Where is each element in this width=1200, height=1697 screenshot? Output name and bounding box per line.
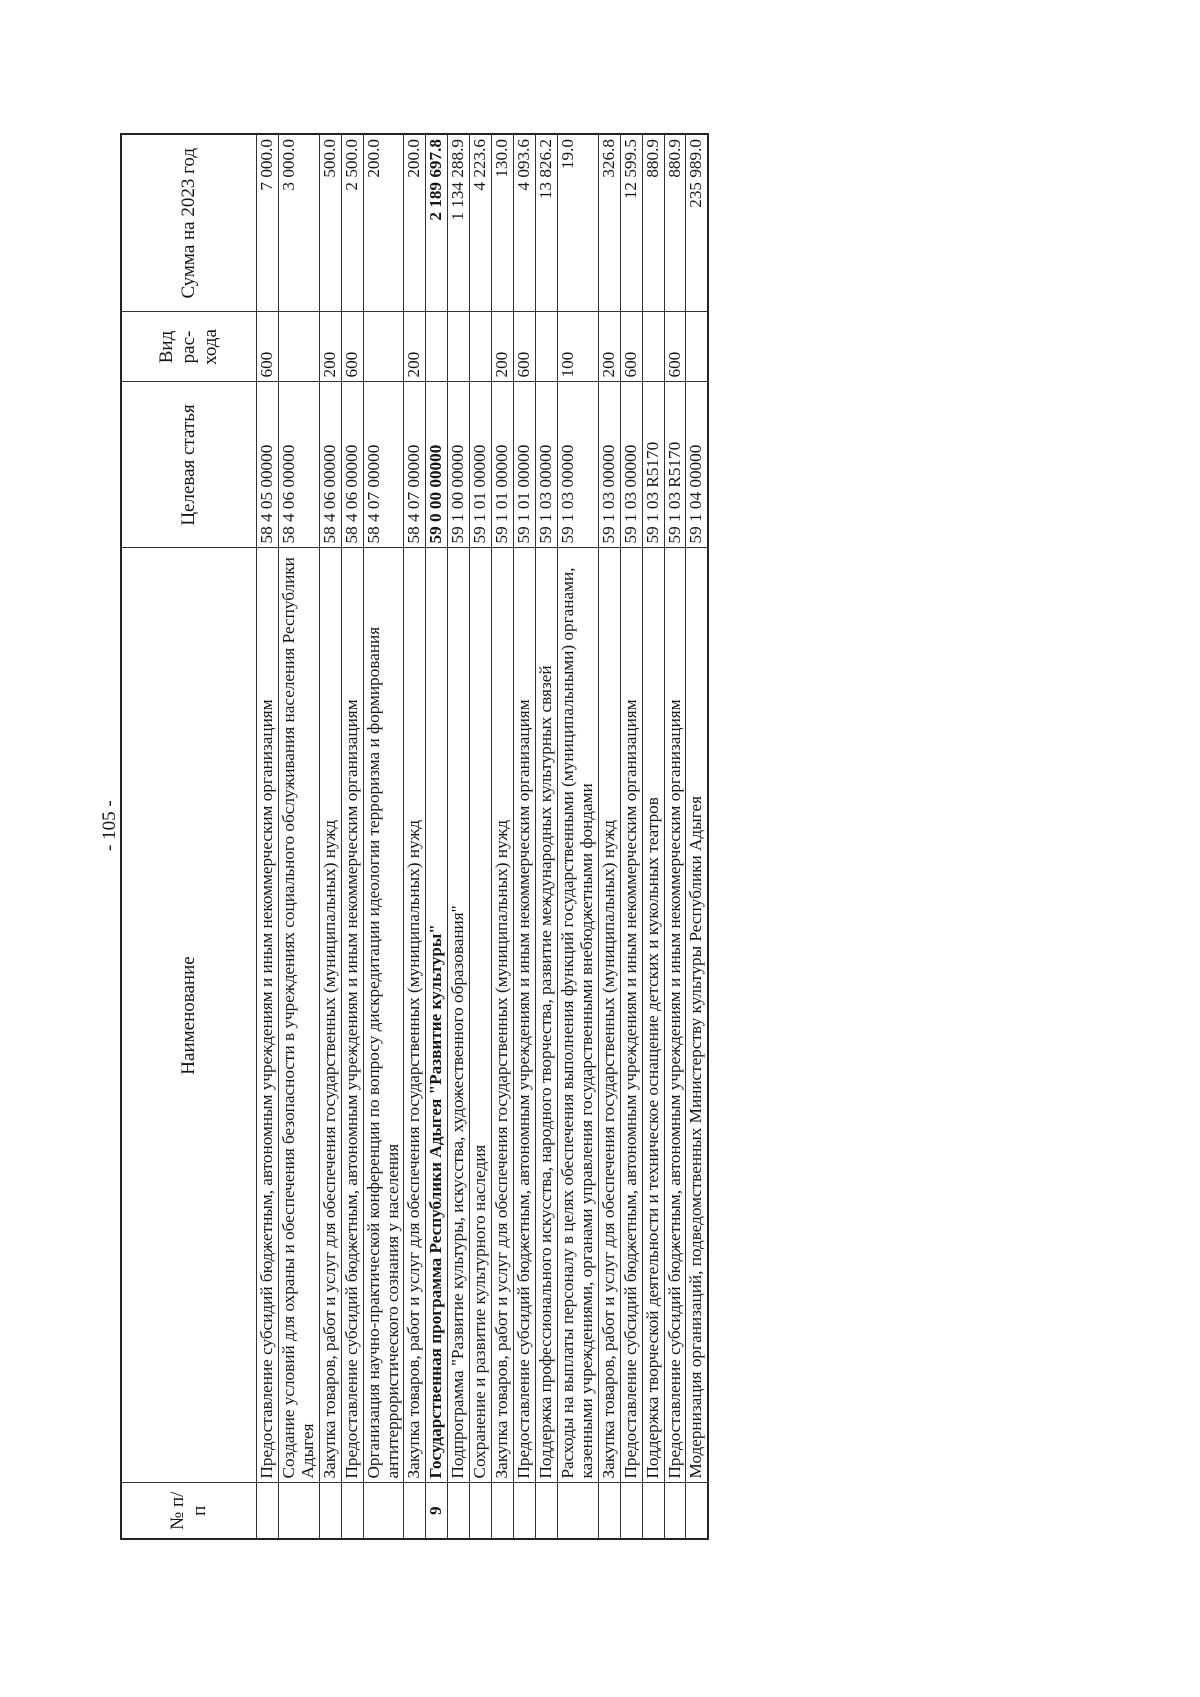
- table-row: [341, 134, 363, 1539]
- cell-sum: 19.0: [557, 134, 598, 312]
- cell-code: 59 1 03 R5170: [642, 382, 664, 548]
- table-row: [642, 134, 664, 1539]
- cell-sum: 2 189 697.8: [426, 134, 448, 312]
- cell-num: [470, 1483, 492, 1539]
- cell-name: Предоставление субсидий бюджетным, автономным учреждениям и иным некоммерческим организациям: [257, 548, 279, 1483]
- cell-num: [492, 1483, 514, 1539]
- table-row: [664, 134, 686, 1539]
- cell-type: 600: [514, 312, 536, 382]
- cell-num: [341, 1483, 363, 1539]
- cell-code: 59 1 01 00000: [514, 382, 536, 548]
- table-body: [257, 134, 709, 1539]
- cell-name: Подпрограмма "Развитие культуры, искусства, художественного образования": [448, 548, 470, 1483]
- cell-type: [278, 312, 319, 382]
- cell-type: 600: [257, 312, 279, 382]
- table-row: [404, 134, 426, 1539]
- cell-name: Предоставление субсидий бюджетным, автономным учреждениям и иным некоммерческим организациям: [514, 548, 536, 1483]
- cell-type: 200: [319, 312, 341, 382]
- cell-name: Поддержка профессионального искусства, народного творчества, развитие международных культурных связей: [535, 548, 557, 1483]
- cell-code: 59 0 00 00000: [426, 382, 448, 548]
- cell-code: 59 1 00 00000: [448, 382, 470, 548]
- cell-code: 58 4 07 00000: [404, 382, 426, 548]
- cell-code: 58 4 06 00000: [319, 382, 341, 548]
- budget-table: [120, 133, 709, 1540]
- cell-code: 59 1 03 00000: [535, 382, 557, 548]
- table-row: [278, 134, 319, 1539]
- cell-num: [448, 1483, 470, 1539]
- cell-name: Закупка товаров, работ и услуг для обеспечения государственных (муниципальных) нужд: [598, 548, 620, 1483]
- cell-sum: 130.0: [492, 134, 514, 312]
- cell-code: 59 1 03 00000: [598, 382, 620, 548]
- cell-code: 58 4 07 00000: [363, 382, 404, 548]
- cell-num: [404, 1483, 426, 1539]
- cell-name: Сохранение и развитие культурного наследия: [470, 548, 492, 1483]
- table-row: [426, 134, 448, 1539]
- cell-num: [620, 1483, 642, 1539]
- cell-type: 600: [664, 312, 686, 382]
- cell-type: [470, 312, 492, 382]
- cell-name: Модернизация организаций, подведомственных Министерству культуры Республики Адыгея: [686, 548, 708, 1483]
- cell-name: Государственная программа Республики Адыгея "Развитие культуры": [426, 548, 448, 1483]
- cell-code: 59 1 04 00000: [686, 382, 708, 548]
- cell-type: [363, 312, 404, 382]
- cell-num: [319, 1483, 341, 1539]
- cell-num: [664, 1483, 686, 1539]
- table-row: [535, 134, 557, 1539]
- cell-sum: 12 599.5: [620, 134, 642, 312]
- cell-num: [598, 1483, 620, 1539]
- cell-name: Расходы на выплаты персоналу в целях обеспечения выполнения функций государственными (муниципальными) органами, казенными учреждениями, органами управления государственными внебюджетными фондами: [557, 548, 598, 1483]
- cell-sum: 200.0: [404, 134, 426, 312]
- header-sum: Сумма на 2023 год: [121, 134, 257, 312]
- cell-sum: 2 500.0: [341, 134, 363, 312]
- rotated-table-container: [120, 135, 1020, 1540]
- header-code: Целевая статья: [121, 382, 257, 548]
- table-row: [257, 134, 279, 1539]
- table-row: [514, 134, 536, 1539]
- cell-type: 600: [341, 312, 363, 382]
- cell-num: [363, 1483, 404, 1539]
- cell-type: 100: [557, 312, 598, 382]
- cell-sum: 4 093.6: [514, 134, 536, 312]
- cell-code: 59 1 03 00000: [620, 382, 642, 548]
- cell-name: Поддержка творческой деятельности и техническое оснащение детских и кукольных театров: [642, 548, 664, 1483]
- cell-name: Создание условий для охраны и обеспечения безопасности в учреждениях социального обслуживания населения Республики Адыгея: [278, 548, 319, 1483]
- cell-type: 600: [620, 312, 642, 382]
- cell-type: 200: [492, 312, 514, 382]
- table-row: [620, 134, 642, 1539]
- cell-num: [557, 1483, 598, 1539]
- table-row: [319, 134, 341, 1539]
- cell-type: 200: [598, 312, 620, 382]
- cell-num: [535, 1483, 557, 1539]
- cell-sum: 1 134 288.9: [448, 134, 470, 312]
- table-row: [470, 134, 492, 1539]
- cell-name: Предоставление субсидий бюджетным, автономным учреждениям и иным некоммерческим организациям: [664, 548, 686, 1483]
- cell-sum: 4 223.6: [470, 134, 492, 312]
- header-name: Наименование: [121, 548, 257, 1483]
- cell-num: [278, 1483, 319, 1539]
- cell-sum: 235 989.0: [686, 134, 708, 312]
- cell-name: Предоставление субсидий бюджетным, автономным учреждениям и иным некоммерческим организациям: [341, 548, 363, 1483]
- cell-name: Закупка товаров, работ и услуг для обеспечения государственных (муниципальных) нужд: [492, 548, 514, 1483]
- cell-type: [535, 312, 557, 382]
- cell-code: 58 4 06 00000: [341, 382, 363, 548]
- cell-type: [686, 312, 708, 382]
- page-number: - 105 -: [99, 800, 120, 851]
- cell-code: 59 1 03 R5170: [664, 382, 686, 548]
- cell-num: 9: [426, 1483, 448, 1539]
- table-row: [448, 134, 470, 1539]
- header-row: [121, 134, 257, 1539]
- cell-code: 58 4 06 00000: [278, 382, 319, 548]
- cell-num: [642, 1483, 664, 1539]
- cell-num: [257, 1483, 279, 1539]
- cell-sum: 880.9: [642, 134, 664, 312]
- cell-name: Закупка товаров, работ и услуг для обеспечения государственных (муниципальных) нужд: [404, 548, 426, 1483]
- cell-code: 58 4 05 00000: [257, 382, 279, 548]
- cell-code: 59 1 01 00000: [492, 382, 514, 548]
- cell-sum: 13 826.2: [535, 134, 557, 312]
- cell-num: [686, 1483, 708, 1539]
- table-row: [598, 134, 620, 1539]
- cell-name: Закупка товаров, работ и услуг для обеспечения государственных (муниципальных) нужд: [319, 548, 341, 1483]
- cell-type: [642, 312, 664, 382]
- cell-sum: 7 000.0: [257, 134, 279, 312]
- cell-name: Предоставление субсидий бюджетным, автономным учреждениям и иным некоммерческим организациям: [620, 548, 642, 1483]
- header-num: № п/п: [121, 1483, 257, 1539]
- cell-code: 59 1 03 00000: [557, 382, 598, 548]
- cell-sum: 326.8: [598, 134, 620, 312]
- cell-code: 59 1 01 00000: [470, 382, 492, 548]
- table-row: [686, 134, 708, 1539]
- cell-name: Организация научно-практической конференции по вопросу дискредитации идеологии терроризма и формирования антитеррористического сознания у населения: [363, 548, 404, 1483]
- cell-type: 200: [404, 312, 426, 382]
- table-row: [492, 134, 514, 1539]
- cell-sum: 3 000.0: [278, 134, 319, 312]
- table-row: [363, 134, 404, 1539]
- cell-sum: 880.9: [664, 134, 686, 312]
- header-type: Вид рас- хода: [121, 312, 257, 382]
- cell-sum: 500.0: [319, 134, 341, 312]
- cell-sum: 200.0: [363, 134, 404, 312]
- cell-type: [448, 312, 470, 382]
- table-row: [557, 134, 598, 1539]
- cell-num: [514, 1483, 536, 1539]
- cell-type: [426, 312, 448, 382]
